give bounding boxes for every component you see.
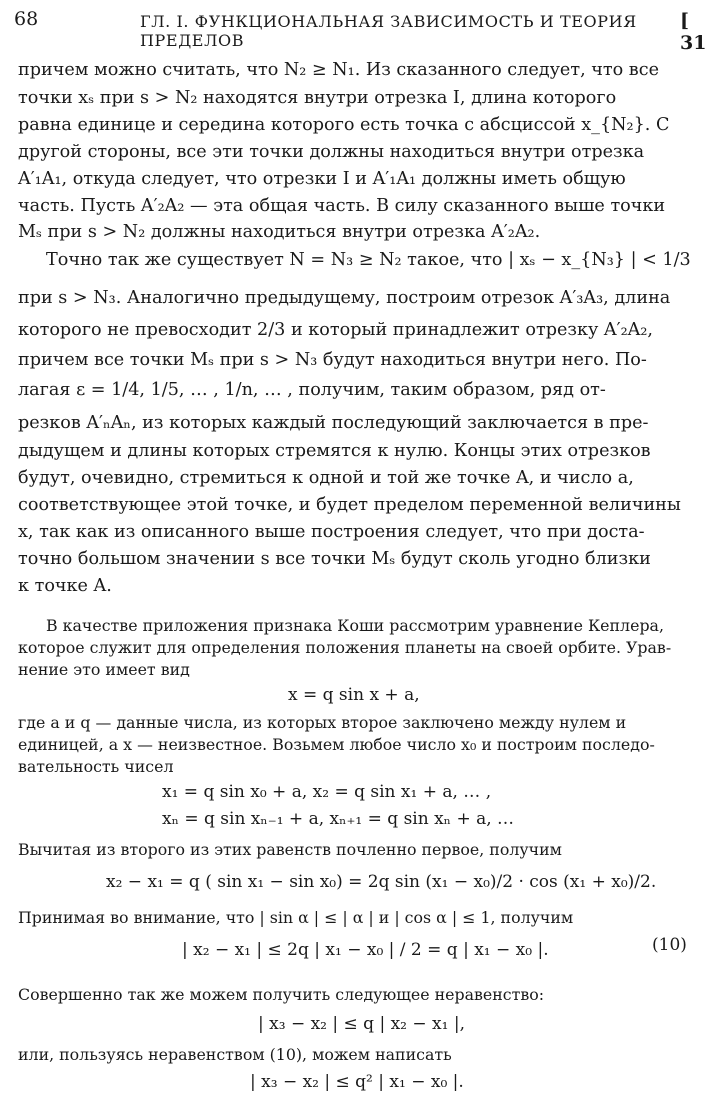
equation: | x₂ − x₁ | ≤ 2q | x₁ − x₀ | / 2 = q | x₁ − x₀ |.	[182, 940, 549, 960]
running-title: ГЛ. I. ФУНКЦИОНАЛЬНАЯ ЗАВИСИМОСТЬ И ТЕОРИЯ ПРЕДЕЛОВ	[140, 12, 637, 50]
text-line: Точно так же существует N = N₃ ≥ N₂ такое, что | xₛ − x_{N₃} | < 1/3	[46, 250, 691, 270]
text-line: нение это имеет вид	[18, 660, 190, 679]
text-line: соответствующее этой точке, и будет пределом переменной величины	[18, 495, 681, 515]
text-line: лагая ε = 1/4, 1/5, … , 1/n, … , получим, таким образом, ряд от-	[18, 380, 606, 400]
equation: x = q sin x + a,	[288, 685, 420, 705]
equation: | x₃ − x₂ | ≤ q² | x₁ − x₀ |.	[250, 1072, 464, 1092]
text-line: или, пользуясь неравенством (10), можем написать	[18, 1045, 452, 1064]
text-line: равна единице и середина которого есть точка с абсциссой x_{N₂}. С	[18, 115, 670, 135]
equation: x₁ = q sin x₀ + a, x₂ = q sin x₁ + a, … ,	[162, 782, 492, 802]
text-line: Совершенно так же можем получить следующее неравенство:	[18, 985, 545, 1004]
text-line: к точке A.	[18, 576, 112, 596]
text-line: которое служит для определения положения планеты на своей орбите. Урав-	[18, 638, 672, 657]
text-line: точки xₛ при s > N₂ находятся внутри отрезка I, длина которого	[18, 88, 617, 108]
equation-number: (10)	[652, 935, 687, 955]
equation: | x₃ − x₂ | ≤ q | x₂ − x₁ |,	[258, 1014, 465, 1034]
text-line: при s > N₃. Аналогично предыдущему, построим отрезок A′₃A₃, длина	[18, 288, 671, 308]
text-line: часть. Пусть A′₂A₂ — эта общая часть. В силу сказанного выше точки	[18, 196, 666, 216]
text-line: Вычитая из второго из этих равенств почленно первое, получим	[18, 840, 562, 859]
text-line: причем можно считать, что N₂ ≥ N₁. Из сказанного следует, что все	[18, 60, 659, 80]
text-line: Принимая во внимание, что | sin α | ≤ | α | и | cos α | ≤ 1, получим	[18, 908, 574, 927]
text-line: Mₛ при s > N₂ должны находиться внутри отрезка A′₂A₂.	[18, 222, 541, 242]
section-number: [ 31	[680, 10, 707, 54]
page-number: 68	[14, 8, 39, 30]
text-line: причем все точки Mₛ при s > N₃ будут находиться внутри него. По-	[18, 350, 647, 370]
text-line: В качестве приложения признака Коши рассмотрим уравнение Кеплера,	[46, 616, 664, 635]
text-line: единицей, а x — неизвестное. Возьмем любое число x₀ и построим последо-	[18, 735, 655, 754]
text-line: будут, очевидно, стремиться к одной и той же точке A, и число a,	[18, 468, 634, 488]
text-line: резков A′ₙAₙ, из которых каждый последующий заключается в пре-	[18, 413, 649, 433]
text-line: точно большом значении s все точки Mₛ будут сколь угодно близки	[18, 549, 651, 569]
text-line: вательность чисел	[18, 757, 174, 776]
text-line: дыдущем и длины которых стремятся к нулю. Концы этих отрезков	[18, 441, 651, 461]
equation: x₂ − x₁ = q ( sin x₁ − sin x₀) = 2q sin (x₁ − x₀)/2 · cos (x₁ + x₀)/2.	[106, 872, 657, 892]
text-line: x, так как из описанного выше построения следует, что при доста-	[18, 522, 645, 542]
text-line: другой стороны, все эти точки должны находиться внутри отрезка	[18, 142, 645, 162]
text-line: A′₁A₁, откуда следует, что отрезки I и A′₁A₁ должны иметь общую	[18, 169, 626, 189]
equation: xₙ = q sin xₙ₋₁ + a, xₙ₊₁ = q sin xₙ + a, …	[162, 809, 515, 829]
text-line: которого не превосходит 2/3 и который принадлежит отрезку A′₂A₂,	[18, 320, 654, 340]
text-line: где a и q — данные числа, из которых второе заключено между нулем и	[18, 713, 627, 732]
